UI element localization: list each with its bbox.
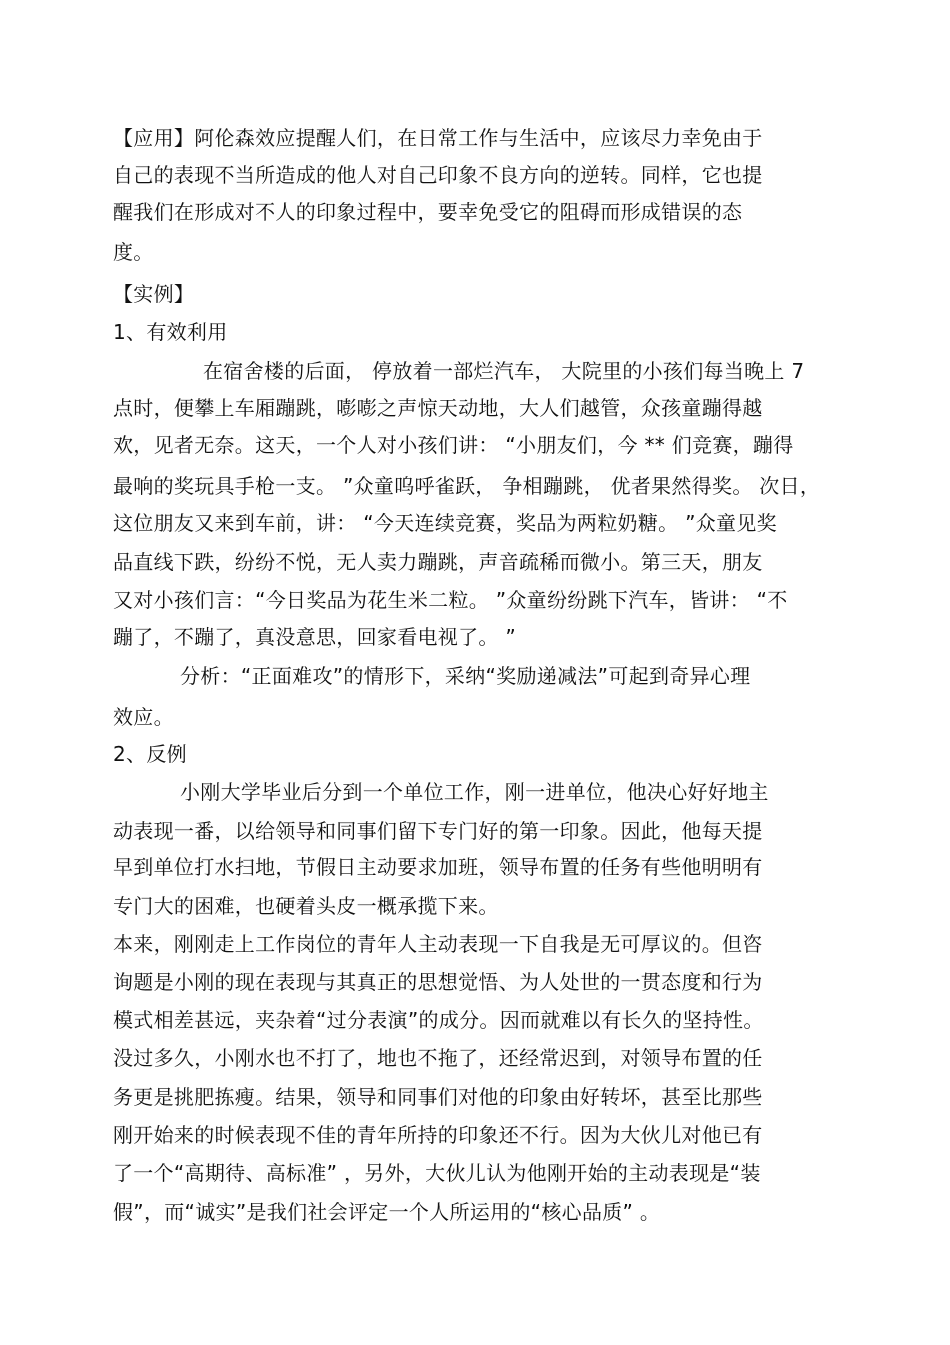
paragraph-line: 假”，而“诚实”是我们社会评定一个人所运用的“核心品质” 。 [113, 1200, 661, 1224]
paragraph-line: 没过多久，小刚水也不打了，地也不拖了，还经常迟到，对领导布置的任 [113, 1046, 763, 1070]
analysis-line: 分析：“正面难攻”的情形下，采纳“奖励递减法”可起到奇异心理 [180, 664, 751, 688]
paragraph-line: 了一个“高期待、高标准” ，另外，大伙儿认为他刚开始的主动表现是“装 [113, 1161, 761, 1185]
paragraph-line: 品直线下跌，纷纷不悦，无人卖力蹦跳，声音疏稀而微小。第三天，朋友 [113, 550, 763, 574]
paragraph-line: 蹦了，不蹦了，真没意思，回家看电视了。 ” [113, 625, 517, 649]
subsection-heading: 2、反例 [113, 742, 187, 766]
paragraph-line: 模式相差甚远，夹杂着“过分表演”的成分。因而就难以有长久的坚持性。 [113, 1008, 764, 1032]
paragraph-line: 本来，刚刚走上工作岗位的青年人主动表现一下自我是无可厚议的。但咨 [113, 932, 763, 956]
section-heading: 【实例】 [113, 282, 195, 306]
subsection-heading: 1、有效利用 [113, 320, 228, 344]
paragraph-line: 醒我们在形成对不人的印象过程中，要幸免受它的阻碍而形成错误的态 [113, 200, 743, 224]
paragraph-line: 早到单位打水扫地，节假日主动要求加班，领导布置的任务有些他明明有 [113, 855, 763, 879]
analysis-line: 效应。 [113, 705, 174, 729]
paragraph-line: 刚开始来的时候表现不佳的青年所持的印象还不行。因为大伙儿对他已有 [113, 1123, 763, 1147]
paragraph-line: 度。 [113, 240, 154, 264]
paragraph-line: 动表现一番，以给领导和同事们留下专门好的第一印象。因此，他每天提 [113, 819, 763, 843]
paragraph-line: 务更是挑肥拣瘦。结果，领导和同事们对他的印象由好转坏，甚至比那些 [113, 1085, 763, 1109]
paragraph-line: 最响的奖玩具手枪一支。 ”众童呜呼雀跃， 争相蹦跳， 优者果然得奖。 次日， [113, 474, 821, 498]
paragraph-line: 小刚大学毕业后分到一个单位工作，刚一进单位，他决心好好地主 [180, 780, 769, 804]
paragraph-line: 【应用】阿伦森效应提醒人们，在日常工作与生活中，应该尽力幸免由于 [113, 126, 763, 150]
paragraph-line: 欢，见者无奈。这天，一个人对小孩们讲： “小朋友们，今 ** 们竞赛，蹦得 [113, 433, 794, 457]
paragraph-line: 又对小孩们言：“今日奖品为花生米二粒。 ”众童纷纷跳下汽车，皆讲： “不 [113, 588, 788, 612]
paragraph-line: 专门大的困难，也硬着头皮一概承揽下来。 [113, 894, 499, 918]
paragraph-line: 询题是小刚的现在表现与其真正的思想觉悟、为人处世的一贯态度和行为 [113, 970, 763, 994]
paragraph-line: 这位朋友又来到车前，讲： “今天连续竞赛，奖品为两粒奶糖。 ”众童见奖 [113, 511, 777, 535]
paragraph-line: 自己的表现不当所造成的他人对自己印象不良方向的逆转。同样，它也提 [113, 163, 763, 187]
paragraph-line: 点时，便攀上车厢蹦跳，嘭嘭之声惊天动地，大人们越管，众孩童蹦得越 [113, 396, 763, 420]
paragraph-line: 在宿舍楼的后面， 停放着一部烂汽车， 大院里的小孩们每当晚上 7 [203, 359, 805, 383]
